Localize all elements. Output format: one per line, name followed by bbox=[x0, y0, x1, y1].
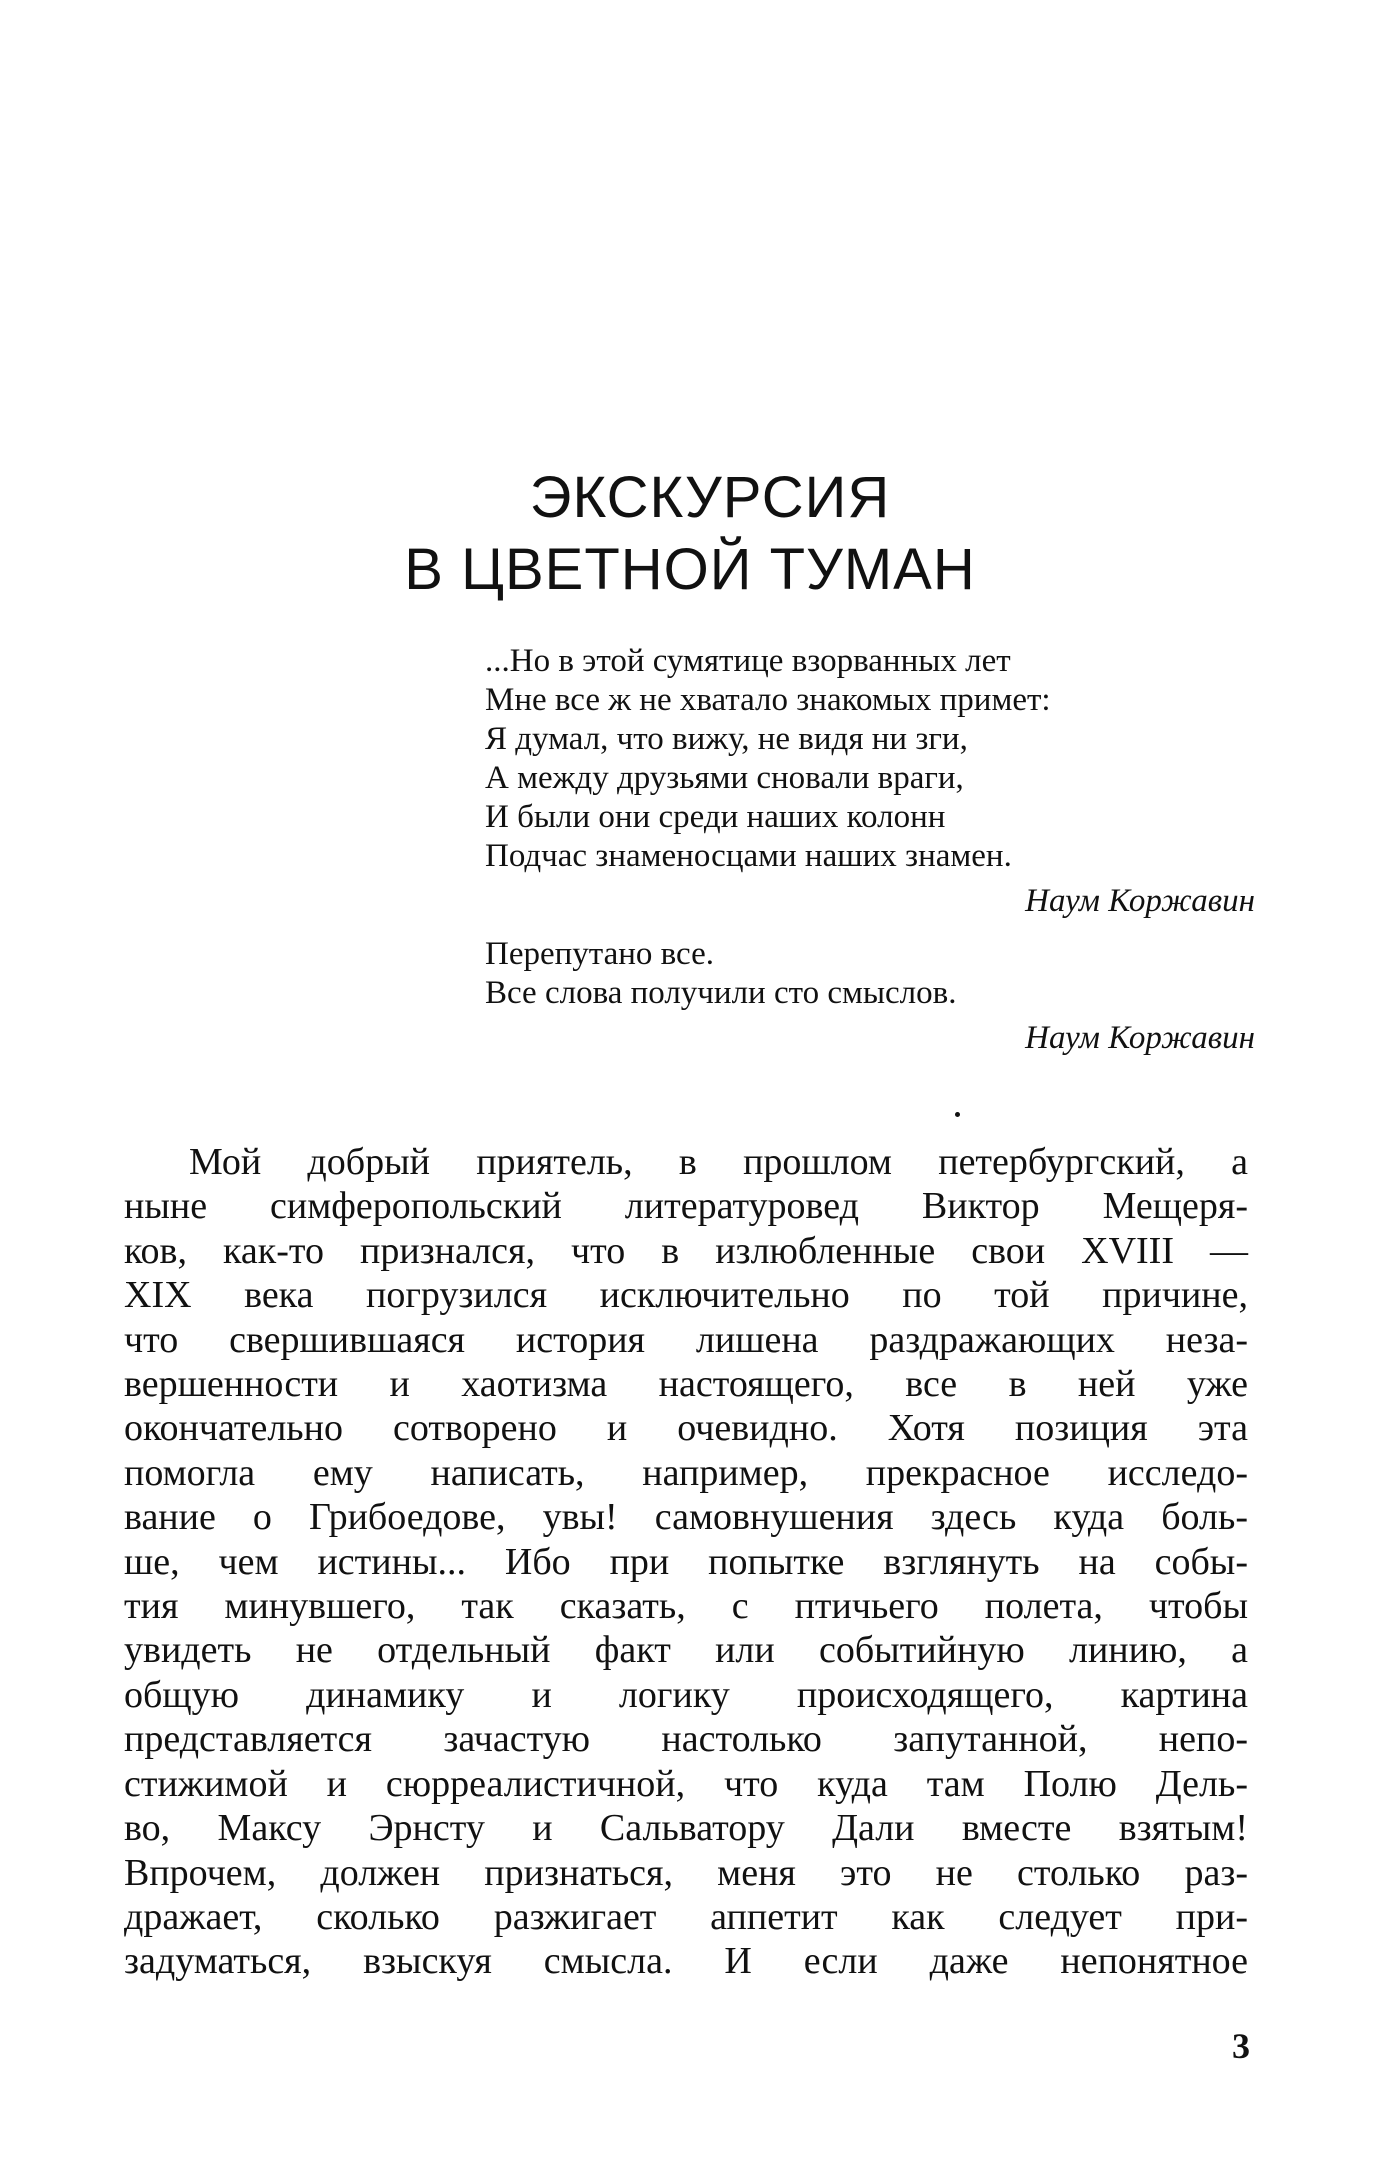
body-line: вершенности и хаотизма настоящего, все в ней уже bbox=[124, 1363, 1248, 1406]
body-line: представляется зачастую настолько запутанной, непо- bbox=[124, 1718, 1248, 1761]
epigraph-line: Мне все ж не хватало знакомых примет: bbox=[485, 682, 1051, 718]
body-line: что свершившаяся история лишена раздражающих неза- bbox=[124, 1318, 1248, 1361]
body-line: XIX века погрузился исключительно по той причине, bbox=[124, 1274, 1248, 1317]
body-line: ныне симферопольский литературовед Виктор Мещеря- bbox=[124, 1185, 1248, 1228]
body-line: общую динамику и логику происходящего, картина bbox=[124, 1673, 1248, 1716]
epigraph-line: И были они среди наших колонн bbox=[485, 799, 946, 835]
epigraph-line: Перепутано все. bbox=[485, 936, 715, 972]
page-number: 3 bbox=[1232, 2026, 1250, 2066]
body-line: окончательно сотворено и очевидно. Хотя позиция эта bbox=[124, 1407, 1248, 1450]
body-line: увидеть не отдельный факт или событийную линию, а bbox=[124, 1629, 1248, 1672]
body-line: Впрочем, должен признаться, меня это не столько раз- bbox=[124, 1851, 1248, 1894]
epigraph-author: Наум Коржавин bbox=[1025, 883, 1255, 919]
epigraph-line: А между друзьями сновали враги, bbox=[485, 760, 964, 796]
chapter-title-line-2: В ЦВЕТНОЙ ТУМАН bbox=[404, 537, 976, 602]
chapter-title-line-1: ЭКСКУРСИЯ bbox=[529, 465, 891, 530]
body-line: ков, как-то признался, что в излюбленные свои XVIII — bbox=[124, 1229, 1248, 1272]
body-line: дражает, сколько разжигает аппетит как следует при- bbox=[124, 1895, 1248, 1938]
body-line: Мой добрый приятель, в прошлом петербургский, а bbox=[189, 1141, 1248, 1183]
epigraph-line: Подчас знаменосцами наших знамен. bbox=[485, 838, 1012, 874]
epigraph-line: ...Но в этой сумятице взорванных лет bbox=[485, 643, 1011, 679]
body-line: во, Максу Эрнсту и Сальватору Дали вместе взятым! bbox=[124, 1807, 1248, 1850]
section-divider-dot bbox=[955, 1112, 960, 1117]
body-line: ше, чем истины... Ибо при попытке взглянуть на собы- bbox=[124, 1540, 1248, 1583]
body-line: стижимой и сюрреалистичной, что куда там Полю Дель- bbox=[124, 1762, 1248, 1805]
body-line: задуматься, взыскуя смысла. И если даже непонятное bbox=[124, 1940, 1248, 1983]
body-paragraph bbox=[124, 1140, 1248, 1984]
chapter-title bbox=[0, 462, 1380, 606]
epigraph-line: Все слова получили сто смыслов. bbox=[485, 975, 957, 1011]
epigraph-author: Наум Коржавин bbox=[1025, 1020, 1255, 1056]
epigraph-line: Я думал, что вижу, не видя ни зги, bbox=[485, 721, 968, 757]
body-line: помогла ему написать, например, прекрасное исследо- bbox=[124, 1451, 1248, 1494]
body-line: тия минувшего, так сказать, с птичьего полета, чтобы bbox=[124, 1585, 1248, 1628]
body-line: вание о Грибоедове, увы! самовнушения здесь куда боль- bbox=[124, 1496, 1248, 1539]
epigraph-1 bbox=[485, 642, 1255, 927]
epigraph-2 bbox=[485, 935, 1255, 1064]
